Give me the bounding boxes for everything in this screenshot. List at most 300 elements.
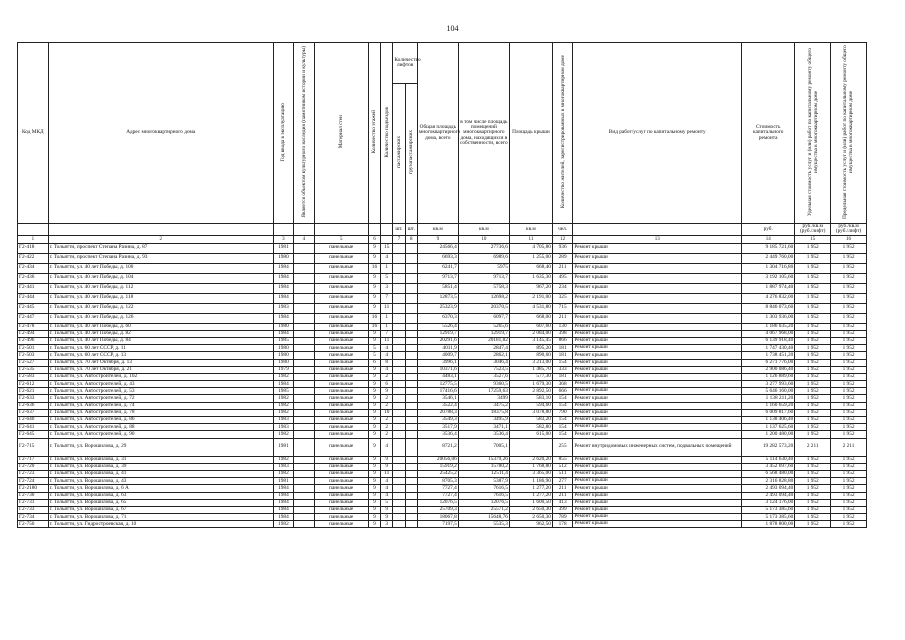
cell-code: Г2-494 <box>18 330 49 337</box>
cell-walls: панельные <box>314 424 368 431</box>
cell-entrances: 2 <box>381 395 393 402</box>
cell-entrances: 2 <box>381 431 393 438</box>
cell-total-area: 3546,1 <box>417 395 458 402</box>
cell-owned-area: 3499 <box>458 395 509 402</box>
header-residents <box>552 43 572 224</box>
table-row <box>18 388 867 395</box>
cell-unit-cost: 1 952 <box>795 243 831 253</box>
cell-entrances: 4 <box>381 438 393 456</box>
cell-max-cost: 1 952 <box>831 273 867 283</box>
cell-residents: 855 <box>552 456 572 463</box>
header-floors <box>368 43 380 224</box>
cell-lifts-passenger <box>393 514 405 521</box>
cell-work-type: Ремонт крыши <box>573 381 742 388</box>
table-row <box>18 293 867 303</box>
cell-work-type: Ремонт крыши <box>573 313 742 323</box>
cell-total-area: 15919,2 <box>417 463 458 470</box>
cell-residents: 399 <box>552 506 572 513</box>
cell-entrances: 4 <box>381 253 393 263</box>
cell-heritage <box>294 243 314 253</box>
cell-unit-cost: 1 952 <box>795 431 831 438</box>
cell-unit-cost: 1 952 <box>795 521 831 528</box>
cell-max-cost: 1 952 <box>831 359 867 366</box>
cell-heritage <box>294 373 314 380</box>
cell-work-type: Ремонт крыши <box>573 263 742 273</box>
cell-lifts-cargo <box>405 521 417 528</box>
cell-work-type: Ремонт крыши <box>573 506 742 513</box>
header-lifts-cargo <box>405 84 417 224</box>
cell-owned-area: 7005,1 <box>458 438 509 456</box>
cell-max-cost: 2 211 <box>831 438 867 456</box>
cell-residents: 211 <box>552 485 572 492</box>
unit-cell <box>48 224 273 236</box>
cell-cost: 5 173 385,60 <box>742 506 795 513</box>
cell-max-cost: 1 952 <box>831 313 867 323</box>
cell-owned-area: 5758,3 <box>458 283 509 293</box>
table-row <box>18 506 867 513</box>
cell-address: г. Тольятти, ул. Автостроителей, д. 72 <box>48 395 273 402</box>
cell-work-type: Ремонт крыши <box>573 417 742 424</box>
cell-residents: 181 <box>552 345 572 352</box>
cell-owned-area: 3495,9 <box>458 417 509 424</box>
cell-lifts-cargo <box>405 470 417 477</box>
cell-residents: 277 <box>552 478 572 485</box>
cell-lifts-passenger <box>393 330 405 337</box>
table-row <box>18 313 867 323</box>
unit-lift-cargo: шт. <box>405 224 417 236</box>
cell-work-type: Ремонт крыши <box>573 514 742 521</box>
cell-lifts-cargo <box>405 485 417 492</box>
cell-lifts-passenger <box>393 431 405 438</box>
cell-code: Г2-717 <box>18 456 49 463</box>
cell-floors: 9 <box>368 381 380 388</box>
cell-code: Г2-731 <box>18 499 49 506</box>
cell-floors: 9 <box>368 431 380 438</box>
cell-unit-cost: 1 952 <box>795 263 831 273</box>
cell-cost: 9 185 721,60 <box>742 243 795 253</box>
cell-cost: 1 186 035,20 <box>742 323 795 330</box>
cell-floors: 9 <box>368 463 380 470</box>
cell-max-cost: 1 952 <box>831 514 867 521</box>
cell-total-area: 3536,4 <box>417 431 458 438</box>
cell-code: Г2-641 <box>18 424 49 431</box>
cell-walls: панельные <box>314 499 368 506</box>
column-number <box>381 235 393 243</box>
cell-year: 1984 <box>273 293 293 303</box>
cell-work-type: Ремонт крыши <box>573 303 742 313</box>
cell-code: Г2-447 <box>18 313 49 323</box>
cell-work-type: Ремонт крыши <box>573 373 742 380</box>
cell-owned-area: 20370,5 <box>458 303 509 313</box>
cell-year: 1984 <box>273 492 293 499</box>
cell-address: г. Тольятти, проспект Степана Разина, д. 93 <box>48 253 273 263</box>
table-row <box>18 456 867 463</box>
cell-residents: 789 <box>552 514 572 521</box>
cell-floors: 9 <box>368 337 380 344</box>
cell-roof-area: 2 650,30 <box>509 514 552 521</box>
cell-lifts-passenger <box>393 409 405 416</box>
cell-roof-area: 4 531,80 <box>509 303 552 313</box>
cell-work-type: Ремонт крыши <box>573 521 742 528</box>
cell-lifts-passenger <box>393 402 405 409</box>
cell-total-area: 3549,3 <box>417 417 458 424</box>
cell-work-type: Ремонт крыши <box>573 352 742 359</box>
cell-unit-cost: 1 952 <box>795 352 831 359</box>
cell-cost: 1 200 480,00 <box>742 431 795 438</box>
cell-max-cost: 1 952 <box>831 381 867 388</box>
cell-floors: 9 <box>368 402 380 409</box>
cell-year: 1981 <box>273 478 293 485</box>
cell-lifts-cargo <box>405 373 417 380</box>
cell-walls: панельные <box>314 395 368 402</box>
cell-address: г. Тольятти, ул. Ворошилова, д. 29 <box>48 438 273 456</box>
cell-entrances: 9 <box>381 463 393 470</box>
cell-lifts-passenger <box>393 293 405 303</box>
cell-total-area: 20788,3 <box>417 409 458 416</box>
cell-work-type: Ремонт крыши <box>573 499 742 506</box>
header-max-cost-text: Предельная стоимость услуг и (или) работ по капитальному ремонту общего имущества в многоквартирном доме <box>842 44 855 219</box>
cell-residents: 398 <box>552 330 572 337</box>
cell-floors: 9 <box>368 470 380 477</box>
cell-unit-cost: 1 952 <box>795 323 831 330</box>
cell-residents: 333 <box>552 366 572 373</box>
cell-walls: панельные <box>314 506 368 513</box>
cell-max-cost: 1 952 <box>831 485 867 492</box>
cell-code: Г2-445 <box>18 303 49 313</box>
cell-owned-area: 2847,4 <box>458 345 509 352</box>
cell-entrances: 6 <box>381 381 393 388</box>
cell-code: Г2-733 <box>18 506 49 513</box>
cell-residents: 511 <box>552 470 572 477</box>
cell-owned-area: 3475,2 <box>458 402 509 409</box>
cell-code: Г2-730 <box>18 492 49 499</box>
header-lifts-passenger <box>393 84 405 224</box>
cell-residents: 936 <box>552 243 572 253</box>
cell-cost: 1 126 889,60 <box>742 373 795 380</box>
cell-work-type: Ремонт крыши <box>573 424 742 431</box>
cell-year: 1981 <box>273 438 293 456</box>
cell-walls: панельные <box>314 273 368 283</box>
cell-roof-area: 583,20 <box>509 417 552 424</box>
cell-work-type: Ремонт крыши <box>573 478 742 485</box>
cell-heritage <box>294 359 314 366</box>
cell-lifts-passenger <box>393 283 405 293</box>
cell-roof-area: 2 650,30 <box>509 506 552 513</box>
cell-year: 1983 <box>273 303 293 313</box>
cell-walls: панельные <box>314 485 368 492</box>
cell-roof-area: 615,00 <box>509 431 552 438</box>
cell-floors: 6 <box>368 359 380 366</box>
cell-heritage <box>294 352 314 359</box>
cell-lifts-passenger <box>393 463 405 470</box>
cell-floors: 9 <box>368 243 380 253</box>
cell-address: г. Тольятти, ул. Автостроителей, д. 43 <box>48 381 273 388</box>
cell-address: г. Тольятти, ул. 40 лет Победы, д. 104 <box>48 273 273 283</box>
cell-floors: 9 <box>368 395 380 402</box>
cell-max-cost: 1 952 <box>831 345 867 352</box>
cell-cost: 2 316 828,80 <box>742 478 795 485</box>
cell-heritage <box>294 409 314 416</box>
cell-lifts-cargo <box>405 402 417 409</box>
cell-year: 1984 <box>273 273 293 283</box>
cell-year: 1980 <box>273 345 293 352</box>
cell-unit-cost: 1 952 <box>795 253 831 263</box>
cell-lifts-cargo <box>405 273 417 283</box>
table-row <box>18 395 867 402</box>
header-lifts-group: Количество лифтов <box>393 43 418 84</box>
header-max-cost <box>831 43 867 224</box>
cell-cost: 6 271 776,00 <box>742 359 795 366</box>
cell-unit-cost: 1 952 <box>795 514 831 521</box>
cell-lifts-passenger <box>393 263 405 273</box>
cell-code: Г2-636 <box>18 402 49 409</box>
cell-code: Г2-637 <box>18 409 49 416</box>
cell-cost: 1 138 211,20 <box>742 395 795 402</box>
cell-roof-area: 2 191,00 <box>509 293 552 303</box>
header-residents-text: Количество жителей, зарегистрированных в многоквартирном доме <box>559 55 566 209</box>
cell-roof-area: 1 277,20 <box>509 492 552 499</box>
cell-address: г. Тольятти, ул. Ворошилова, д. 71 <box>48 514 273 521</box>
cell-entrances: 9 <box>381 514 393 521</box>
header-walls <box>314 43 368 224</box>
cell-owned-area: 3471,1 <box>458 424 509 431</box>
cell-walls: панельные <box>314 337 368 344</box>
cell-residents: 130 <box>552 323 572 330</box>
table-row <box>18 424 867 431</box>
cell-floors: 16 <box>368 313 380 323</box>
cell-max-cost: 1 952 <box>831 283 867 293</box>
column-number: 6 <box>368 235 380 243</box>
cell-roof-area: 1 635,30 <box>509 273 552 283</box>
cell-work-type: Ремонт крыши <box>573 409 742 416</box>
cell-cost: 5 114 630,40 <box>742 456 795 463</box>
cell-unit-cost: 1 952 <box>795 470 831 477</box>
table-row <box>18 373 867 380</box>
cell-roof-area: 1 255,00 <box>509 253 552 263</box>
cell-address: г. Тольятти, ул. Автостроителей, д. 88 <box>48 424 273 431</box>
header-floors-text: Количество этажей <box>371 110 378 154</box>
cell-lifts-cargo <box>405 456 417 463</box>
cell-total-area: 4011,9 <box>417 345 458 352</box>
cell-address: г. Тольятти, ул. Автостроителей, д. 78 <box>48 409 273 416</box>
header-heritage <box>294 43 314 224</box>
cell-address: г. Тольятти, ул. 40 лет Победы, д. 122 <box>48 303 273 313</box>
cell-owned-area: 6097,7 <box>458 313 509 323</box>
cell-cost: 1 878 800,00 <box>742 521 795 528</box>
cell-floors: 9 <box>368 424 380 431</box>
column-number: 10 <box>458 235 509 243</box>
cell-heritage <box>294 456 314 463</box>
cell-year: 1984 <box>273 499 293 506</box>
cell-address: г. Тольятти, ул. 60 лет СССР, д. 11 <box>48 345 273 352</box>
cell-owned-area: 20181,82 <box>458 337 509 344</box>
table-row <box>18 478 867 485</box>
cell-owned-area: 5265,6 <box>458 323 509 330</box>
cell-max-cost: 1 952 <box>831 253 867 263</box>
cell-owned-area: 3046,4 <box>458 359 509 366</box>
cell-work-type: Ремонт крыши <box>573 456 742 463</box>
table-body <box>18 243 867 528</box>
cell-floors: 9 <box>368 499 380 506</box>
table-row <box>18 330 867 337</box>
cell-lifts-cargo <box>405 409 417 416</box>
cell-residents: 866 <box>552 337 572 344</box>
cell-lifts-passenger <box>393 253 405 263</box>
cell-max-cost: 1 952 <box>831 373 867 380</box>
table-row <box>18 283 867 293</box>
cell-floors: 5 <box>368 345 380 352</box>
cell-owned-area: 3536,4 <box>458 431 509 438</box>
cell-code: Г2-2180 <box>18 485 49 492</box>
cell-entrances: 10 <box>381 409 393 416</box>
cell-unit-cost: 1 952 <box>795 478 831 485</box>
cell-floors: 9 <box>368 366 380 373</box>
table-row <box>18 303 867 313</box>
cell-walls: панельные <box>314 431 368 438</box>
cell-max-cost: 1 952 <box>831 521 867 528</box>
cell-walls: панельные <box>314 463 368 470</box>
cell-year: 1980 <box>273 323 293 330</box>
cell-entrances: 4 <box>381 478 393 485</box>
cell-entrances: 11 <box>381 303 393 313</box>
cell-entrances: 5 <box>381 499 393 506</box>
cell-entrances: 2 <box>381 424 393 431</box>
cell-residents: 368 <box>552 381 572 388</box>
cell-total-area: 20291,6 <box>417 337 458 344</box>
cell-owned-area: 3527,6 <box>458 373 509 380</box>
capital-repair-table <box>17 42 867 528</box>
cell-walls: панельные <box>314 402 368 409</box>
cell-year: 1984 <box>273 381 293 388</box>
cell-year: 1980 <box>273 253 293 263</box>
cell-owned-area: 12919,7 <box>458 330 509 337</box>
cell-cost: 2 449 760,00 <box>742 253 795 263</box>
cell-heritage <box>294 323 314 330</box>
cell-lifts-cargo <box>405 293 417 303</box>
cell-entrances: 11 <box>381 337 393 344</box>
cell-residents: 211 <box>552 492 572 499</box>
cell-entrances: 9 <box>381 388 393 395</box>
cell-unit-cost: 1 952 <box>795 506 831 513</box>
cell-cost: 6 139 918,40 <box>742 337 795 344</box>
cell-heritage <box>294 345 314 352</box>
table-row <box>18 521 867 528</box>
cell-code: Г2-422 <box>18 253 49 263</box>
cell-work-type: Ремонт крыши <box>573 293 742 303</box>
cell-roof-area: 3 213,00 <box>509 359 552 366</box>
cell-unit-cost: 1 952 <box>795 388 831 395</box>
table-row <box>18 463 867 470</box>
cell-unit-cost: 1 952 <box>795 499 831 506</box>
cell-lifts-cargo <box>405 337 417 344</box>
cell-unit-cost: 1 952 <box>795 366 831 373</box>
cell-owned-area: 15379,26 <box>458 456 509 463</box>
unit-cell <box>273 224 293 236</box>
cell-max-cost: 1 952 <box>831 506 867 513</box>
header-heritage-text: Является объектом культурного наследия (памятником истории и культуры) <box>300 46 307 218</box>
table-row <box>18 492 867 499</box>
cell-lifts-passenger <box>393 359 405 366</box>
cell-code: Г2-720 <box>18 463 49 470</box>
column-number: 13 <box>573 235 742 243</box>
cell-total-area: 25323,9 <box>417 303 458 313</box>
cell-roof-area: 4 705,80 <box>509 243 552 253</box>
cell-total-area: 8721,2 <box>417 438 458 456</box>
cell-walls: панельные <box>314 438 368 456</box>
cell-unit-cost: 1 952 <box>795 303 831 313</box>
table-row <box>18 352 867 359</box>
cell-total-area: 3522,4 <box>417 402 458 409</box>
cell-cost: 1 138 406,40 <box>742 417 795 424</box>
cell-walls: панельные <box>314 417 368 424</box>
cell-heritage <box>294 463 314 470</box>
cell-address: г. Тольятти, ул. Автостроителей, д. 74 <box>48 402 273 409</box>
cell-entrances: 4 <box>381 492 393 499</box>
cell-lifts-passenger <box>393 478 405 485</box>
cell-year: 1982 <box>273 395 293 402</box>
cell-entrances: 2 <box>381 402 393 409</box>
cell-work-type: Ремонт крыши <box>573 330 742 337</box>
header-unit-cost-text: Удельная стоимость услуг и (или) работ по капитальному ремонту общего имущества в многоквартирном доме <box>806 47 819 216</box>
cell-total-area: 24566,4 <box>417 243 458 253</box>
table-row <box>18 253 867 263</box>
cell-max-cost: 1 952 <box>831 478 867 485</box>
cell-total-area: 5851,4 <box>417 283 458 293</box>
cell-walls: панельные <box>314 323 368 330</box>
cell-roof-area: 2 892,50 <box>509 388 552 395</box>
table-row <box>18 381 867 388</box>
cell-year: 1984 <box>273 263 293 273</box>
cell-unit-cost: 1 952 <box>795 359 831 366</box>
cell-code: Г2-583 <box>18 373 49 380</box>
cell-floors: 9 <box>368 506 380 513</box>
cell-floors: 9 <box>368 283 380 293</box>
cell-heritage <box>294 402 314 409</box>
cell-max-cost: 1 952 <box>831 388 867 395</box>
cell-year: 1982 <box>273 409 293 416</box>
cell-code: Г2-640 <box>18 417 49 424</box>
cell-address: г. Тольятти, ул. Ворошилова, д. 67 <box>48 506 273 513</box>
cell-address: г. Тольятти, ул. Гидростроевская, д. 10 <box>48 521 273 528</box>
cell-lifts-passenger <box>393 243 405 253</box>
cell-cost: 4 276 832,00 <box>742 293 795 303</box>
cell-floors: 9 <box>368 492 380 499</box>
cell-walls: панельные <box>314 303 368 313</box>
cell-floors: 9 <box>368 514 380 521</box>
cell-owned-area: 7523,5 <box>458 366 509 373</box>
cell-code: Г2-527 <box>18 359 49 366</box>
cell-unit-cost: 1 952 <box>795 395 831 402</box>
cell-entrances: 8 <box>381 359 393 366</box>
unit-cell <box>18 224 49 236</box>
cell-walls: панельные <box>314 456 368 463</box>
cell-lifts-passenger <box>393 456 405 463</box>
cell-walls: панельные <box>314 478 368 485</box>
cell-work-type: Ремонт крыши <box>573 395 742 402</box>
cell-max-cost: 1 952 <box>831 417 867 424</box>
cell-residents: 255 <box>552 438 572 456</box>
table-row <box>18 409 867 416</box>
cell-max-cost: 1 952 <box>831 243 867 253</box>
unit-cell <box>368 224 380 236</box>
cell-roof-area: 1 277,20 <box>509 485 552 492</box>
cell-lifts-passenger <box>393 470 405 477</box>
cell-address: г. Тольятти, ул. Ворошилова, д. 39 <box>48 463 273 470</box>
cell-walls: панельные <box>314 330 368 337</box>
cell-heritage <box>294 485 314 492</box>
cell-address: г. Тольятти, ул. 70 лет Октября, д. 13 <box>48 359 273 366</box>
unit-unit-cost: руб./кв.м (руб./лифт) <box>795 224 831 236</box>
